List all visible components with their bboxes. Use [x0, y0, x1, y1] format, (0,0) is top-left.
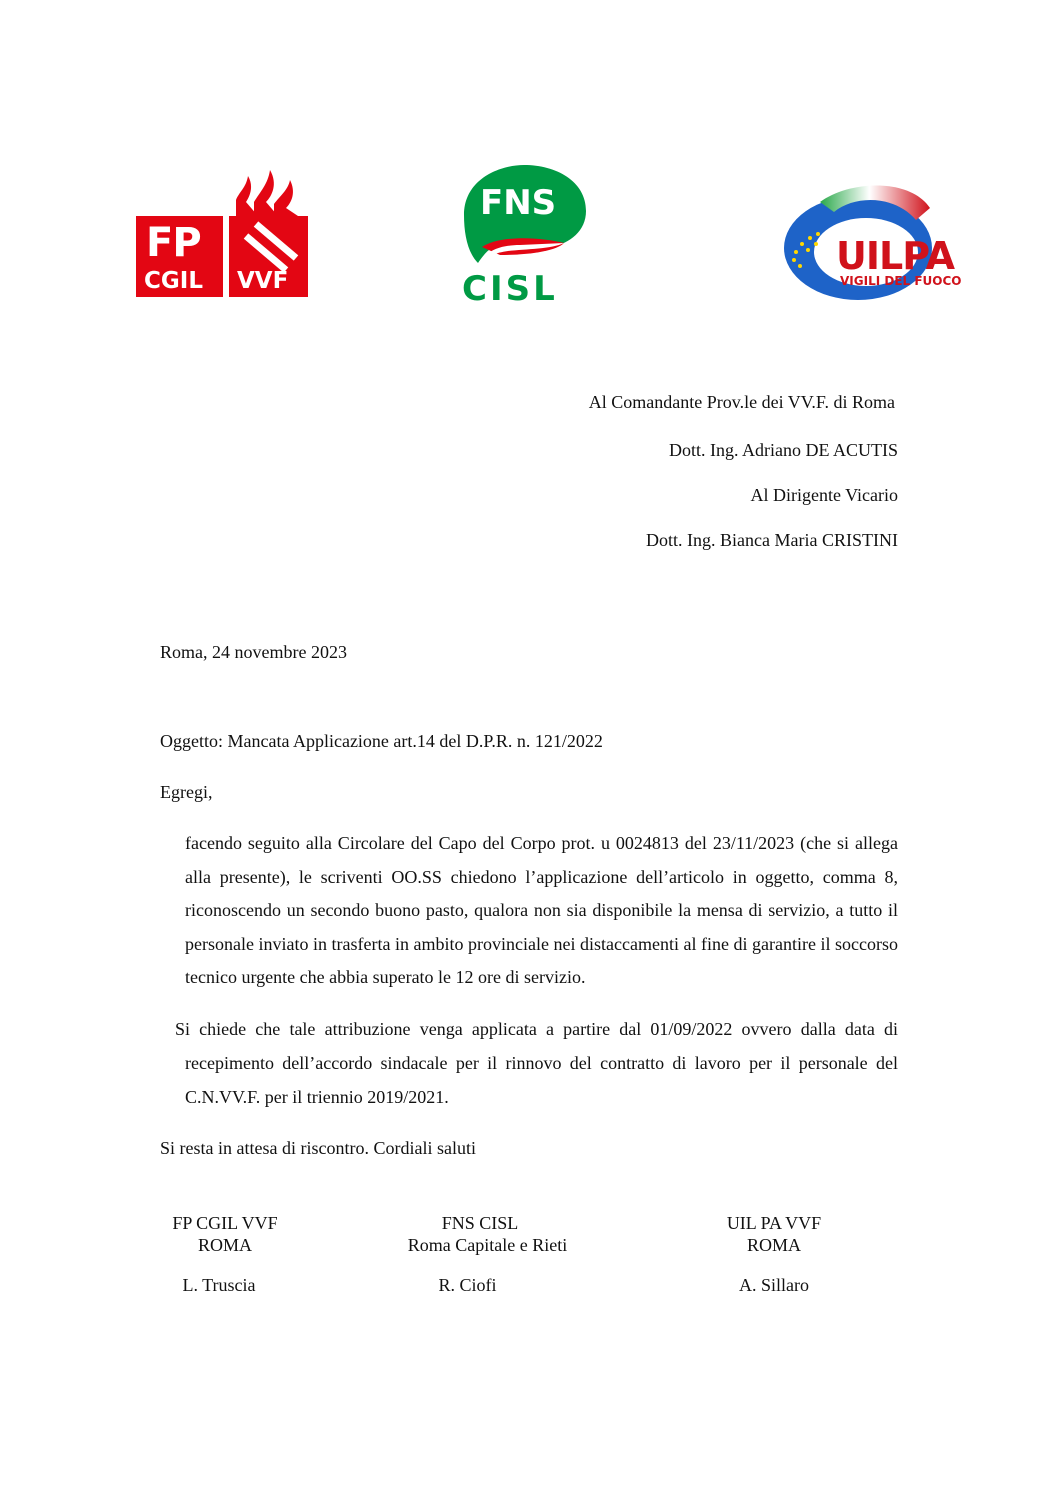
uilpa-logo	[780, 180, 990, 310]
uilpa-subtitle: VIGILI DEL FUOCO	[840, 274, 962, 288]
signature-org: FNS CISL	[441, 1213, 519, 1233]
recipient-line-1: Al Comandante Prov.le dei VV.F. di Roma	[588, 392, 895, 412]
cisl-text: CISL	[462, 269, 558, 309]
body-paragraph-1: facendo seguito alla Circolare del Capo del Corpo prot. u 0024813 del 23/11/2023 (che si allega alla presente), le scriventi OO.SS chiedono l’applicazione dell’articolo in oggetto, comma 8, riconoscendo un secondo buono pasto, qualora non sia disponibile la mensa di servizio, a tutto il personale inviato in trasferta in ambito provinciale nei distaccamenti al fine di garantire il soccorso tecnico urgente che abbia superato le 12 ore di servizio.	[185, 833, 898, 987]
place-date: Roma, 24 novembre 2023	[160, 642, 347, 662]
signature-block-2	[380, 1212, 595, 1296]
signature-block-1	[150, 1212, 300, 1296]
signature-name: L. Truscia	[182, 1275, 256, 1295]
fns-cisl-logo	[460, 165, 590, 307]
signature-place: ROMA	[197, 1235, 252, 1255]
signature-block-3	[699, 1212, 849, 1296]
signature-name: A. Sillaro	[739, 1275, 809, 1295]
recipient-line-2: Dott. Ing. Adriano DE ACUTIS	[669, 440, 898, 460]
signature-place: Roma Capitale e Rieti	[407, 1235, 568, 1255]
uilpa-text: UILPA	[836, 234, 954, 278]
fns-text: FNS	[480, 183, 557, 223]
fp-cgil-vvf-logo	[136, 170, 308, 298]
body-paragraph-2-text: Si chiede che tale attribuzione venga applicata a partire dal 01/09/2022 ovvero dalla data di recepimento dell’accordo sindacale per il rinnovo del contratto di lavoro per il personale del C.N.VV.F. per il triennio 2019/2021.	[175, 1019, 898, 1107]
recipient-line-4: Dott. Ing. Bianca Maria CRISTINI	[646, 530, 898, 550]
fp-text: FP	[146, 220, 201, 266]
greeting: Egregi,	[160, 782, 213, 802]
signature-place: ROMA	[746, 1235, 801, 1255]
signature-name: R. Ciofi	[438, 1275, 497, 1295]
recipient-line-3: Al Dirigente Vicario	[750, 485, 898, 505]
body-paragraph-2	[175, 1012, 898, 1114]
cgil-text: CGIL	[144, 268, 203, 294]
closing: Si resta in attesa di riscontro. Cordiali saluti	[160, 1138, 476, 1158]
signature-org: FP CGIL VVF	[172, 1213, 278, 1233]
signature-org: UIL PA VVF	[726, 1213, 822, 1233]
vvf-text: VVF	[237, 268, 289, 294]
subject: Oggetto: Mancata Applicazione art.14 del D.P.R. n. 121/2022	[160, 731, 603, 751]
